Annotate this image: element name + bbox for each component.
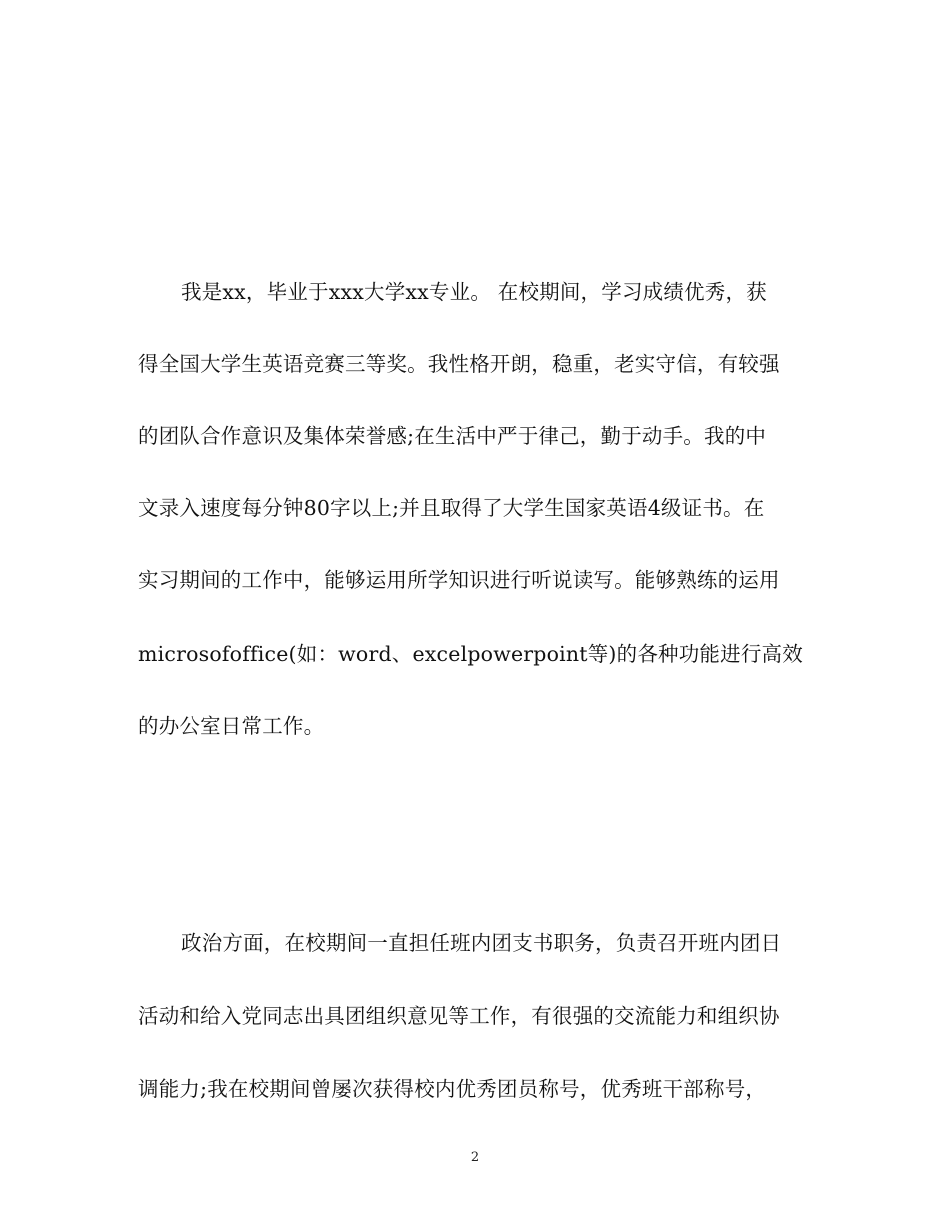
page-number: 2	[470, 1150, 480, 1165]
text-line: microsofoffice(如：word、excelpowerpoint等)的各种功能进行高效	[138, 642, 803, 666]
text-line: 的办公室日常工作。	[138, 714, 325, 738]
text-line: 活动和给入党同志出具团组织意见等工作，有很强的交流能力和组织协	[138, 1004, 780, 1028]
text-line: 我是xx，毕业于xxx大学xx专业。 在校期间，学习成绩优秀，获	[181, 280, 767, 304]
text-line: 政治方面，在校期间一直担任班内团支书职务，负责召开班内团日	[181, 931, 782, 955]
text-line: 得全国大学生英语竞赛三等奖。我性格开朗，稳重，老实守信，有较强	[138, 352, 780, 376]
text-line: 文录入速度每分钟80字以上;并且取得了大学生国家英语4级证书。在	[138, 496, 765, 520]
text-line: 的团队合作意识及集体荣誉感;在生活中严于律己，勤于动手。我的中	[138, 424, 767, 448]
text-line: 调能力;我在校期间曾屡次获得校内优秀团员称号，优秀班干部称号，	[138, 1077, 767, 1101]
text-line: 实习期间的工作中，能够运用所学知识进行听说读写。能够熟练的运用	[138, 568, 780, 592]
